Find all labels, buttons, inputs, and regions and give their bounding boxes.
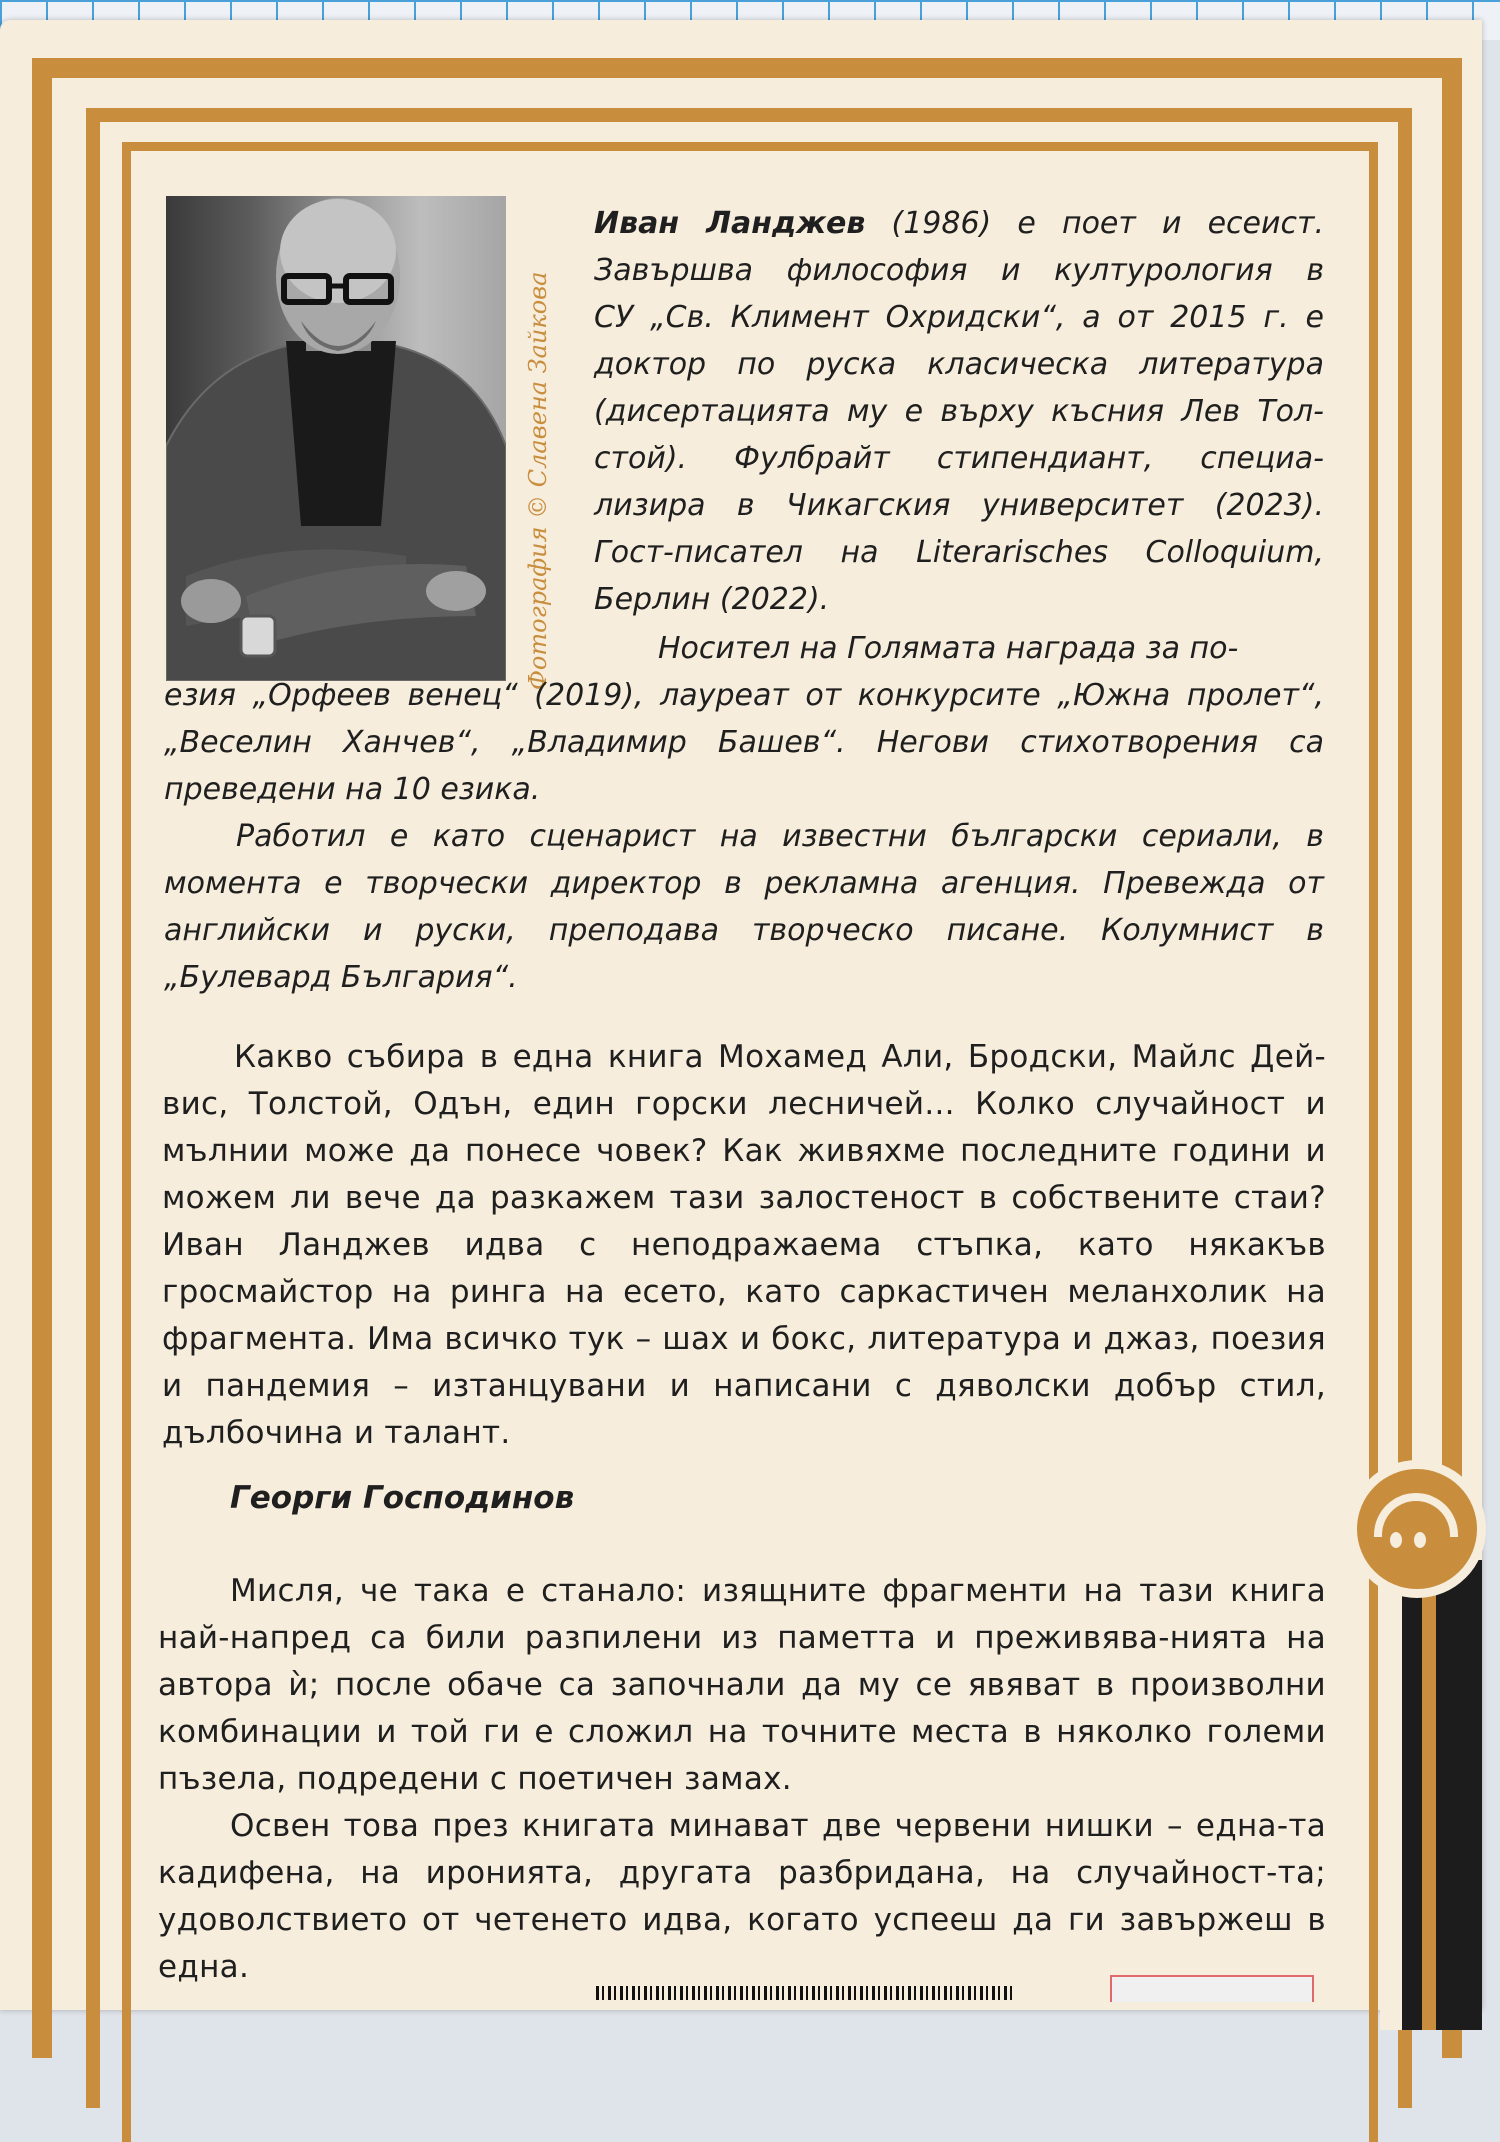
bio-line: Завършва философия и културология в [594,253,1324,288]
author-bio-awards [164,625,1324,1001]
bio-awards-first-line: Носител на Голямата награда за по- [658,631,1239,666]
photo-credit: Фотография © Славена Зайкова [524,271,552,690]
publisher-logo-icon [1348,1460,1486,1598]
blurb-second-p2: Освен това през книгата минават две червени нишки – една-та кадифена, на иронията, другата разбридана, на случайност-та; удоволствието от четенето идва, когато успееш да ги завържеш в една. [158,1808,1326,1985]
blurb-gospodinov: Какво събира в една книга Мохамед Али, Бродски, Майлс Дей-вис, Толстой, Одън, един горски лесничей... Колко случайност и мълнии може да понесе човек? Как живяхме последните години и можем ли вече да разкажем тази залостеност в собствените стаи? Иван Ланджев идва с неподражаема стъпка, като някакъв гросмайстор на ринга на есето, като саркастичен меланхолик на фрагмента. Има всичко тук – шах и бокс, литература и джаз, поезия и пандемия – изтанцувани и написани с дяволски добър стил, дълбочина и талант. [162,1039,1326,1451]
blurb-second-p1: Мисля, че така е станало: изящните фрагменти на тази книга най-напред са били разпилени из паметта и преживява-нията на автора ѝ; после обаче са започнали да му се явяват в произволни комбинации и той ги е сложил на точните места в няколко големи пъзела, подредени с поетичен замах. [158,1573,1326,1797]
author-photo [166,196,506,681]
bio-line: СУ „Св. Климент Охридски“, а от 2015 г. е [594,300,1324,335]
bio-line: Гост-писател на Literarisches Colloquium, [594,535,1324,570]
bio-line: (1986) е поет и есеист. [865,206,1324,241]
author-bio-intro [594,200,1324,623]
author-name: Иван Ланджев [594,206,866,241]
bio-line: (дисертацията му е върху късния Лев Тол- [594,394,1324,429]
bio-line: Берлин (2022). [594,582,830,617]
blurb-author-signature: Георги Господинов [230,1480,575,1516]
bio-line: стой). Фулбрайт стипендиант, специа- [594,441,1324,476]
barcode [596,1986,1016,2000]
price-sticker [1110,1975,1314,2002]
spine-strip [1380,1560,1482,2030]
blurb-second [158,1568,1326,1991]
bio-career-text: Работил е като сценарист на известни български сериали, в момента е творчески директор в рекламна агенция. Превежда от английски и руски, преподава творческо писане. Колумнист в „Булевард България“. [164,819,1324,995]
bio-line: доктор по руска класическа литература [594,347,1324,382]
bio-awards-text: езия „Орфеев венец“ (2019), лауреат от конкурсите „Южна пролет“, „Веселин Ханчев“, „Владимир Башев“. Негови стихотворения са преведени на 10 езика. [164,678,1324,807]
bio-line: лизира в Чикагския университет (2023). [594,488,1324,523]
